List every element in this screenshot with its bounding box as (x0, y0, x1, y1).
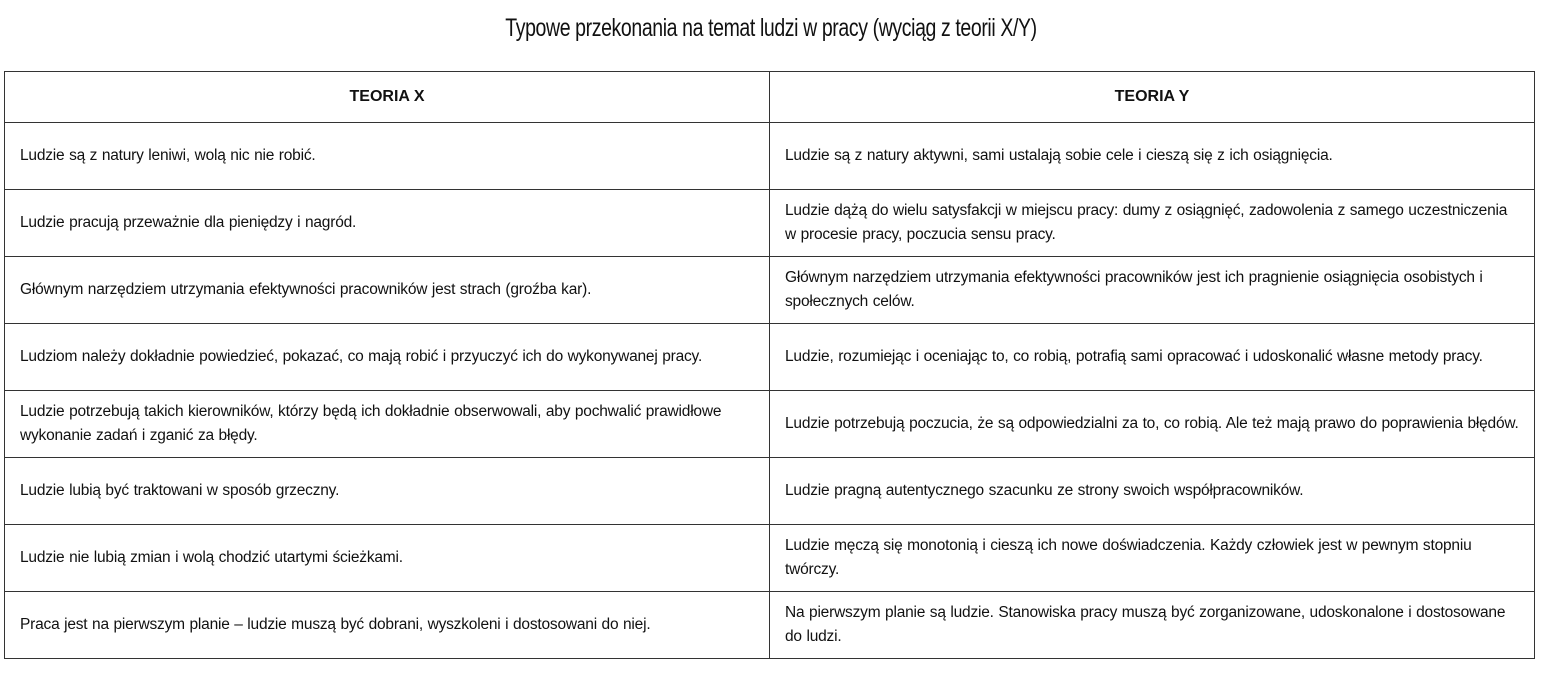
table-header-row (5, 72, 1535, 123)
cell-text: Ludzie nie lubią zmian i wolą chodzić utartymi ścieżkami. (20, 549, 403, 566)
theory-y-cell (770, 190, 1535, 257)
table-row (5, 458, 1535, 525)
theory-y-cell (770, 391, 1535, 458)
cell-text: Ludzie potrzebują poczucia, że są odpowiedzialni za to, co robią. Ale też mają prawo do poprawienia błędów. (785, 415, 1519, 432)
cell-text: Głównym narzędziem utrzymania efektywności pracowników jest strach (groźba kar). (20, 281, 592, 298)
cell-text: Ludzie są z natury leniwi, wolą nic nie robić. (20, 147, 316, 164)
theory-y-cell (770, 525, 1535, 592)
theory-y-cell (770, 592, 1535, 659)
theory-y-cell (770, 257, 1535, 324)
theory-x-cell (5, 458, 770, 525)
cell-text: Praca jest na pierwszym planie – ludzie muszą być dobrani, wyszkoleni i dostosowani do niej. (20, 616, 651, 633)
table-row (5, 123, 1535, 190)
theory-x-cell (5, 190, 770, 257)
theory-x-cell (5, 592, 770, 659)
theory-x-cell (5, 123, 770, 190)
cell-text: Ludzie męczą się monotonią i cieszą ich nowe doświadczenia. Każdy człowiek jest w pewnym stopniu twórczy. (785, 537, 1472, 578)
theory-x-cell (5, 324, 770, 391)
table-row (5, 592, 1535, 659)
page-title: Typowe przekonania na temat ludzi w pracy (wyciąg z teorii X/Y) (505, 14, 1037, 42)
table-row (5, 190, 1535, 257)
theory-y-cell (770, 123, 1535, 190)
cell-text: Ludzie lubią być traktowani w sposób grzeczny. (20, 482, 340, 499)
table-row (5, 525, 1535, 592)
theory-x-cell (5, 525, 770, 592)
cell-text: Ludzie są z natury aktywni, sami ustalają sobie cele i cieszą się z ich osiągnięcia. (785, 147, 1333, 164)
cell-text: Głównym narzędziem utrzymania efektywności pracowników jest ich pragnienie osiągnięcia osobistych i społecznych celów. (785, 269, 1483, 310)
table-row (5, 391, 1535, 458)
theory-y-cell (770, 458, 1535, 525)
table-row (5, 324, 1535, 391)
theory-x-cell (5, 391, 770, 458)
table-row (5, 257, 1535, 324)
cell-text: Ludzie pracują przeważnie dla pieniędzy i nagród. (20, 214, 357, 231)
cell-text: Ludziom należy dokładnie powiedzieć, pokazać, co mają robić i przyuczyć ich do wykonywanej pracy. (20, 348, 703, 365)
cell-text: Ludzie pragną autentycznego szacunku ze strony swoich współpracowników. (785, 482, 1304, 499)
cell-text: Ludzie dążą do wielu satysfakcji w miejscu pracy: dumy z osiągnięć, zadowolenia z samego uczestniczenia w procesie pracy, poczucia sensu pracy. (785, 202, 1508, 243)
column-header-theory-x: TEORIA X (5, 72, 770, 123)
cell-text: Na pierwszym planie są ludzie. Stanowiska pracy muszą być zorganizowane, udoskonalone i dostosowane do ludzi. (785, 604, 1506, 645)
theory-y-cell (770, 324, 1535, 391)
cell-text: Ludzie, rozumiejąc i oceniając to, co robią, potrafią sami opracować i udoskonalić własne metody pracy. (785, 348, 1483, 365)
theory-comparison-table (4, 71, 1535, 659)
column-header-theory-y: TEORIA Y (770, 72, 1535, 123)
theory-x-cell (5, 257, 770, 324)
cell-text: Ludzie potrzebują takich kierowników, którzy będą ich dokładnie obserwowali, aby pochwalić prawidłowe wykonanie zadań i zganić za błędy. (20, 403, 722, 444)
